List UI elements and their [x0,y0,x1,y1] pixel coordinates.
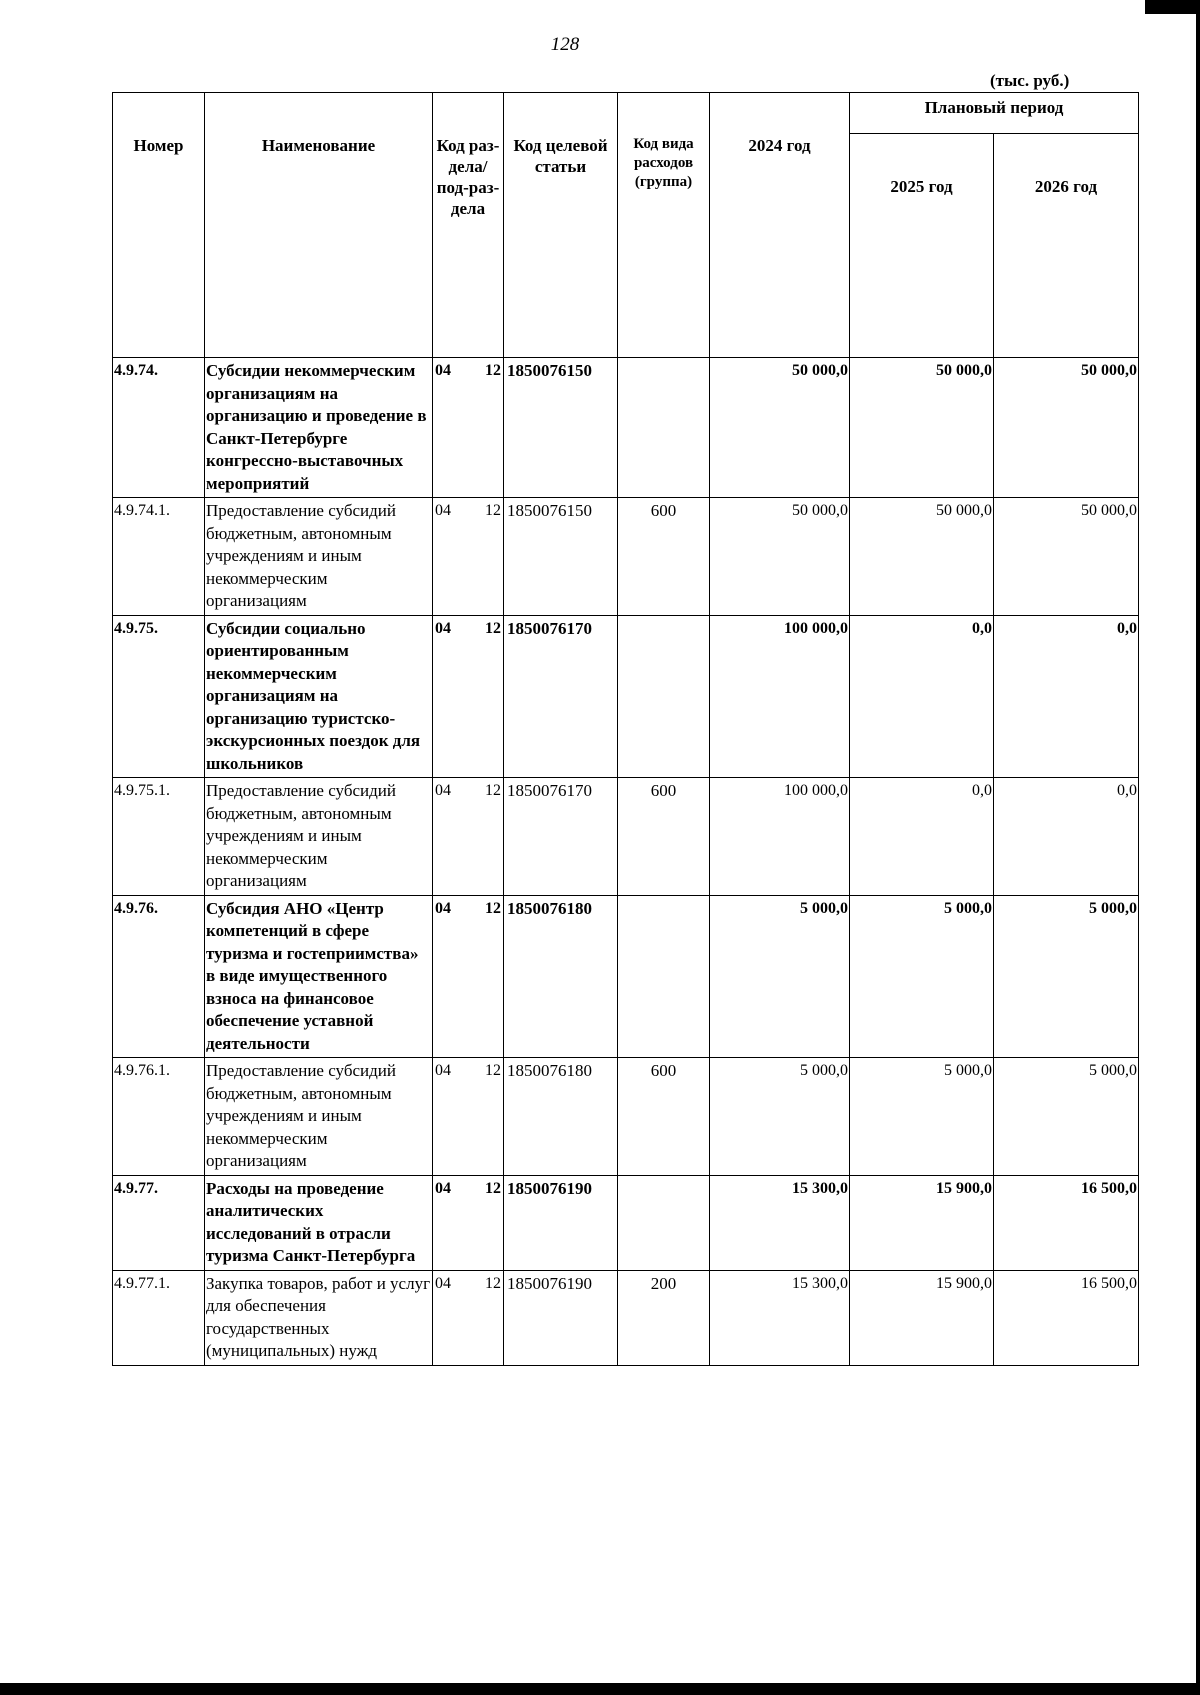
row-section: 04 [435,1274,451,1292]
row-name: Субсидии социально ориентированным некоммерческим организациям на организацию туристско-экскурсионных поездок для школьников [205,615,433,778]
row-number: 4.9.77. [113,1175,205,1270]
row-amount-2024: 15 300,0 [710,1270,850,1365]
row-number: 4.9.74. [113,358,205,498]
row-number: 4.9.74.1. [113,498,205,616]
row-expense-group [618,1175,710,1270]
table-row [113,1058,1139,1176]
row-expense-group: 200 [618,1270,710,1365]
row-subsection: 12 [485,1179,501,1197]
header-target-code: Код целевой статьи [504,93,618,358]
row-name: Расходы на проведение аналитических исследований в отрасли туризма Санкт-Петербурга [205,1175,433,1270]
row-section-code [433,358,504,498]
row-amount-2025: 15 900,0 [850,1175,994,1270]
table-row [113,895,1139,1058]
scan-border-right [1196,0,1200,1695]
header-year-2025: 2025 год [850,134,994,358]
row-target-code: 1850076170 [504,778,618,896]
row-number: 4.9.75. [113,615,205,778]
scan-border-bottom [0,1683,1200,1695]
row-number: 4.9.75.1. [113,778,205,896]
table-row [113,1270,1139,1365]
row-number: 4.9.76. [113,895,205,1058]
row-section-code [433,1175,504,1270]
row-expense-group [618,358,710,498]
row-section: 04 [435,502,451,519]
header-planned-period: Плановый период [850,93,1139,134]
header-section-code: Код раз-дела/ под-раз-дела [433,93,504,358]
table-row [113,498,1139,616]
row-subsection: 12 [485,362,501,379]
row-amount-2025: 15 900,0 [850,1270,994,1365]
table-header [113,93,1139,358]
row-name: Предоставление субсидий бюджетным, автономным учреждениям и иным некоммерческим организациям [205,778,433,896]
row-number: 4.9.76.1. [113,1058,205,1176]
row-expense-group: 600 [618,778,710,896]
row-target-code: 1850076180 [504,895,618,1058]
row-subsection: 12 [485,782,501,799]
row-amount-2025: 0,0 [850,615,994,778]
row-amount-2025: 50 000,0 [850,498,994,616]
row-amount-2026: 16 500,0 [994,1270,1139,1365]
row-amount-2024: 5 000,0 [710,1058,850,1176]
row-name: Предоставление субсидий бюджетным, автономным учреждениям и иным некоммерческим организациям [205,498,433,616]
row-section-code [433,1058,504,1176]
row-target-code: 1850076180 [504,1058,618,1176]
table-row [113,358,1139,498]
scan-border-corner [1145,0,1200,14]
row-amount-2026: 16 500,0 [994,1175,1139,1270]
row-section: 04 [435,619,451,637]
row-name: Предоставление субсидий бюджетным, автономным учреждениям и иным некоммерческим организациям [205,1058,433,1176]
row-section: 04 [435,1062,451,1079]
row-section-code [433,498,504,616]
row-section-code [433,778,504,896]
row-subsection: 12 [485,502,501,519]
row-section-code [433,615,504,778]
row-amount-2026: 5 000,0 [994,895,1139,1058]
row-section: 04 [435,782,451,799]
row-amount-2026: 50 000,0 [994,358,1139,498]
row-subsection: 12 [485,899,501,917]
row-section: 04 [435,362,451,379]
row-subsection: 12 [485,1062,501,1079]
row-target-code: 1850076170 [504,615,618,778]
units-label: (тыс. руб.) [990,71,1070,90]
header-year-2024: 2024 год [710,93,850,358]
row-target-code: 1850076190 [504,1175,618,1270]
table-row [113,1175,1139,1270]
row-amount-2026: 5 000,0 [994,1058,1139,1176]
row-section-code [433,1270,504,1365]
page-number: 128 [550,34,580,55]
row-amount-2025: 5 000,0 [850,895,994,1058]
row-name: Субсидии некоммерческим организациям на организацию и проведение в Санкт-Петербурге конгрессно-выставочных мероприятий [205,358,433,498]
budget-table [112,92,1139,1366]
table-row [113,778,1139,896]
row-name: Закупка товаров, работ и услуг для обеспечения государственных (муниципальных) нужд [205,1270,433,1365]
row-amount-2025: 5 000,0 [850,1058,994,1176]
header-number: Номер [113,93,205,358]
row-section: 04 [435,1179,451,1197]
header-year-2026: 2026 год [994,134,1139,358]
row-amount-2025: 0,0 [850,778,994,896]
row-expense-group [618,895,710,1058]
header-expense-type: Код вида расходов (группа) [618,93,710,358]
row-amount-2025: 50 000,0 [850,358,994,498]
row-name: Субсидия АНО «Центр компетенций в сфере туризма и гостеприимства» в виде имущественного взноса на финансовое обеспечение уставной деятельности [205,895,433,1058]
row-amount-2024: 50 000,0 [710,498,850,616]
row-subsection: 12 [485,619,501,637]
row-amount-2024: 100 000,0 [710,615,850,778]
row-number: 4.9.77.1. [113,1270,205,1365]
row-section-code [433,895,504,1058]
row-subsection: 12 [485,1274,501,1292]
header-name: Наименование [205,93,433,358]
row-expense-group [618,615,710,778]
row-amount-2024: 50 000,0 [710,358,850,498]
row-target-code: 1850076150 [504,358,618,498]
row-amount-2024: 15 300,0 [710,1175,850,1270]
row-amount-2024: 5 000,0 [710,895,850,1058]
row-amount-2024: 100 000,0 [710,778,850,896]
row-expense-group: 600 [618,1058,710,1176]
row-amount-2026: 50 000,0 [994,498,1139,616]
row-amount-2026: 0,0 [994,615,1139,778]
row-section: 04 [435,899,451,917]
table-body [113,358,1139,1366]
row-amount-2026: 0,0 [994,778,1139,896]
table-row [113,615,1139,778]
row-target-code: 1850076190 [504,1270,618,1365]
row-expense-group: 600 [618,498,710,616]
row-target-code: 1850076150 [504,498,618,616]
